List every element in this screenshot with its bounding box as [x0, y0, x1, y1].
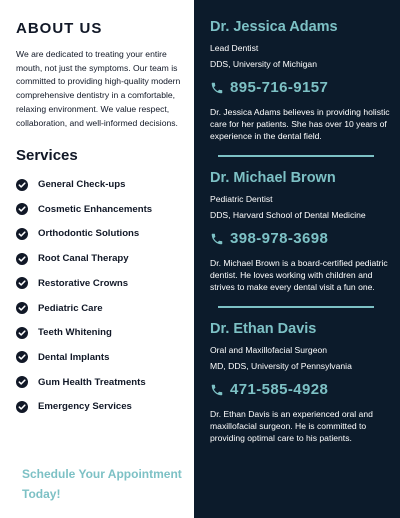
service-item	[16, 394, 194, 419]
doctor-card	[210, 18, 400, 142]
check-circle-icon	[16, 351, 28, 363]
service-label: Restorative Crowns	[38, 277, 129, 289]
doctors-panel	[194, 0, 400, 518]
service-item	[16, 197, 194, 222]
check-circle-icon	[16, 302, 28, 314]
doctor-bio: Dr. Michael Brown is a board-certified pediatric dentist. He loves working with children and strives to make every dental visit a fun one.	[210, 258, 388, 292]
service-item	[16, 222, 194, 247]
phone-icon	[210, 383, 224, 397]
doctor-phone[interactable]: 895-716-9157	[230, 79, 329, 96]
services-list	[16, 172, 194, 419]
doctor-role: Oral and Maxillofacial Surgeon	[210, 345, 328, 355]
services-title: Services	[16, 147, 78, 165]
service-item	[16, 370, 194, 395]
service-label: Emergency Services	[38, 401, 132, 413]
service-item	[16, 296, 194, 321]
doctor-phone-row[interactable]	[210, 381, 400, 399]
doctor-name: Dr. Ethan Davis	[210, 321, 317, 337]
service-label: General Check-ups	[38, 179, 126, 191]
doctor-name: Dr. Jessica Adams	[210, 19, 338, 35]
service-item	[16, 345, 194, 370]
service-item	[16, 246, 194, 271]
doctor-credentials: DDS, University of Michigan	[210, 59, 317, 69]
service-label: Teeth Whitening	[38, 327, 112, 339]
left-column	[0, 0, 194, 518]
doctor-bio: Dr. Ethan Davis is an experienced oral and maxillofacial surgeon. He is committed to providing optimal care to his patients.	[210, 409, 373, 443]
doctor-phone[interactable]: 398-978-3698	[230, 230, 329, 247]
check-circle-icon	[16, 376, 28, 388]
doctor-role: Pediatric Dentist	[210, 194, 273, 204]
doctor-role: Lead Dentist	[210, 43, 259, 53]
service-label: Orthodontic Solutions	[38, 228, 140, 240]
service-item	[16, 172, 194, 197]
schedule-appointment-cta[interactable]: Schedule Your Appointment Today!	[22, 467, 182, 501]
check-circle-icon	[16, 179, 28, 191]
phone-icon	[210, 81, 224, 95]
divider-spacer	[210, 308, 400, 320]
check-circle-icon	[16, 277, 28, 289]
check-circle-icon	[16, 228, 28, 240]
service-label: Pediatric Care	[38, 302, 103, 314]
doctor-phone-row[interactable]	[210, 230, 400, 248]
doctor-name: Dr. Michael Brown	[210, 170, 336, 186]
doctor-credentials: DDS, Harvard School of Dental Medicine	[210, 210, 366, 220]
doctor-credentials: MD, DDS, University of Pennsylvania	[210, 361, 352, 371]
service-label: Gum Health Treatments	[38, 376, 146, 388]
check-circle-icon	[16, 253, 28, 265]
check-circle-icon	[16, 203, 28, 215]
service-label: Root Canal Therapy	[38, 253, 129, 265]
service-item	[16, 271, 194, 296]
doctor-card	[210, 169, 400, 293]
service-item	[16, 320, 194, 345]
check-circle-icon	[16, 327, 28, 339]
doctor-card	[210, 320, 400, 444]
doctor-phone-row[interactable]	[210, 79, 400, 97]
divider-spacer	[210, 157, 400, 169]
about-text: We are dedicated to treating your entire mouth, not just the symptoms. Our team is committed to providing high-quality modern comprehensive dentistry in a comfortable, relaxing environment. We value respect, collaboration, and well-informed decisions.	[16, 49, 181, 128]
service-label: Cosmetic Enhancements	[38, 203, 153, 215]
phone-icon	[210, 232, 224, 246]
service-label: Dental Implants	[38, 351, 110, 363]
about-title: ABOUT US	[16, 20, 103, 37]
check-circle-icon	[16, 401, 28, 413]
doctor-bio: Dr. Jessica Adams believes in providing holistic care for her patients. She has over 10 years of experience in the dental field.	[210, 107, 390, 141]
doctor-phone[interactable]: 471-585-4928	[230, 381, 329, 398]
